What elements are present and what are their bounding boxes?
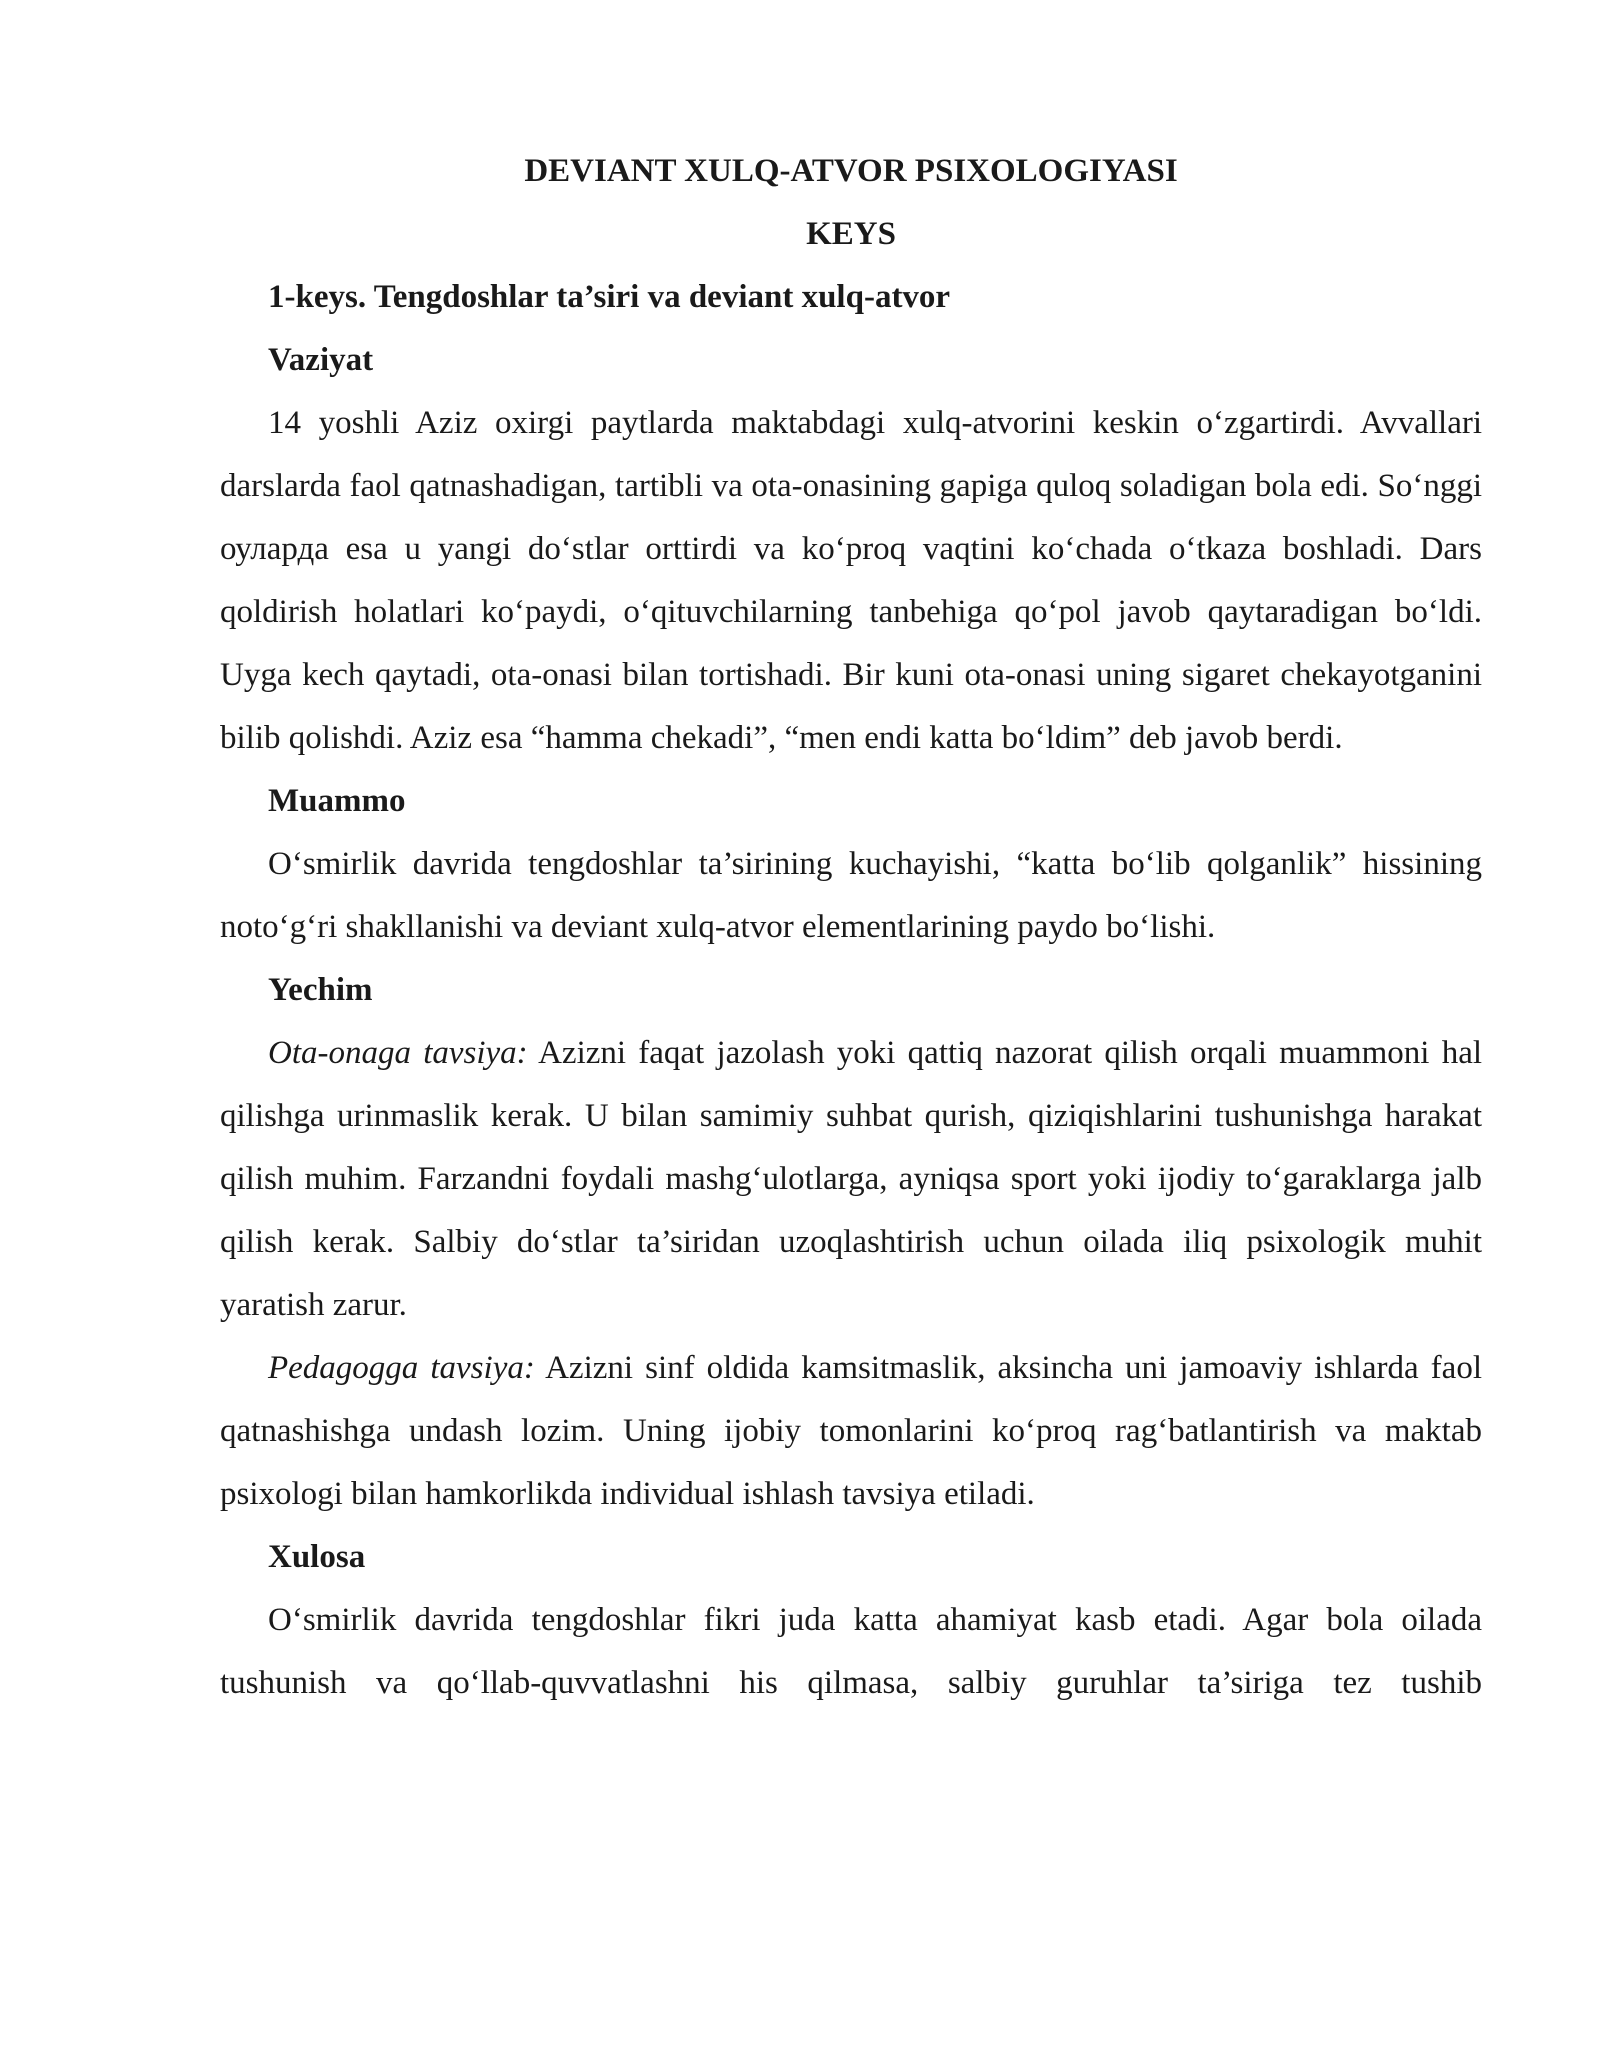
recommendation-parents bbox=[220, 1022, 1482, 1337]
section-heading-xulosa: Xulosa bbox=[268, 1539, 366, 1575]
document-subtitle: KEYS bbox=[806, 216, 896, 252]
document-page bbox=[220, 140, 1482, 1715]
recommendation-teacher bbox=[220, 1337, 1482, 1526]
document-title: DEVIANT XULQ-ATVOR PSIXOLOGIYASI bbox=[524, 153, 1178, 189]
section-text-xulosa: O‘smirlik davrida tengdoshlar fikri juda katta ahamiyat kasb etadi. Agar bola oilada tushunish va qo‘llab-quvvatlashni his qilmasa, salbiy guruhlar ta’siriga tez tushib bbox=[220, 1602, 1482, 1701]
recommendation-parents-label: Ota-onaga tavsiya: bbox=[268, 1035, 528, 1071]
section-heading-muammo: Muammo bbox=[268, 783, 406, 819]
section-heading-yechim: Yechim bbox=[268, 972, 373, 1008]
section-text-muammo: O‘smirlik davrida tengdoshlar ta’sirining kuchayishi, “katta bo‘lib qolganlik” hissining noto‘g‘ri shakllanishi va deviant xulq-atvor elementlarining paydo bo‘lishi. bbox=[220, 846, 1482, 945]
recommendation-teacher-label: Pedagogga tavsiya: bbox=[268, 1350, 535, 1386]
recommendation-teacher-text: Azizni sinf oldida kamsitmaslik, aksincha uni jamoaviy ishlarda faol qatnashishga undash lozim. Uning ijobiy tomonlarini ko‘proq rag‘batlantirish va maktab psixologi bilan hamkorlikda individual ishlash tavsiya etiladi. bbox=[220, 1350, 1482, 1512]
recommendation-parents-text: Azizni faqat jazolash yoki qattiq nazorat qilish orqali muammoni hal qilishga urinmaslik kerak. U bilan samimiy suhbat qurish, qiziqishlarini tushunishga harakat qilish muhim. Farzandni foydali mashg‘ulotlarga, ayniqsa sport yoki ijodiy to‘garaklarga jalb qilish kerak. Salbiy do‘stlar ta’siridan uzoqlashtirish uchun oilada iliq psixologik muhit yaratish zarur. bbox=[220, 1035, 1483, 1323]
section-heading-vaziyat: Vaziyat bbox=[268, 342, 374, 378]
section-text-vaziyat: 14 yoshli Aziz oxirgi paytlarda maktabdagi xulq-atvorini keskin o‘zgartirdi. Avvallari darslarda faol qatnashadigan, tartibli va ota-onasining gapiga quloq soladigan bola edi. So‘nggi оуларда esa u yangi do‘stlar orttirdi va ko‘proq vaqtini ko‘chada o‘tkaza boshladi. Dars qoldirish holatlari ko‘paydi, o‘qituvchilarning tanbehiga qo‘pol javob qaytaradigan bo‘ldi. Uyga kech qaytadi, ota-onasi bilan tortishadi. Bir kuni ota-onasi uning sigaret chekayotganini bilib qolishdi. Aziz esa “hamma chekadi”, “men endi katta bo‘ldim” deb javob berdi. bbox=[220, 405, 1482, 756]
case-heading: 1-keys. Tengdoshlar ta’siri va deviant xulq-atvor bbox=[268, 279, 951, 315]
